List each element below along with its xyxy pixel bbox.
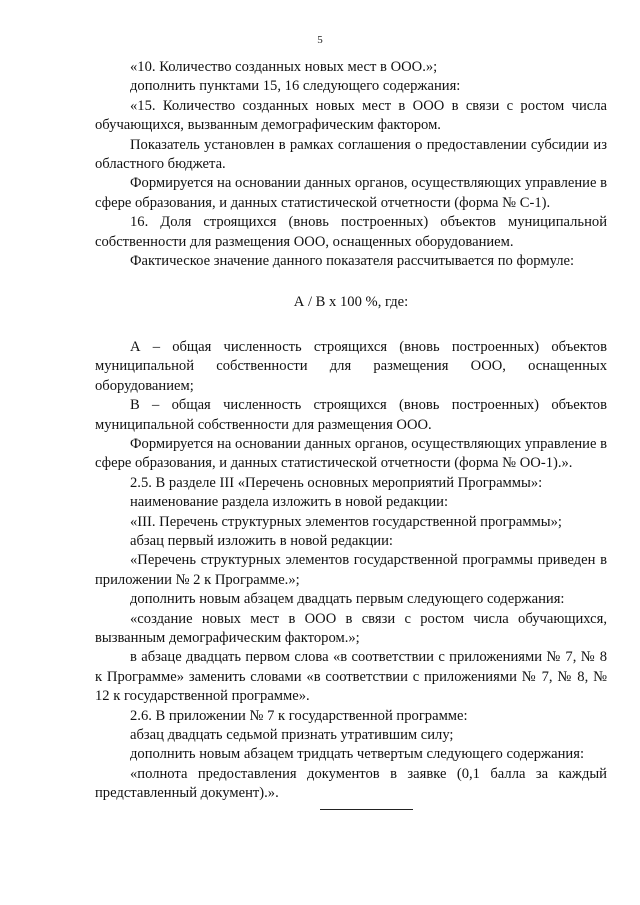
formula: А / В x 100 %, где: <box>293 294 409 311</box>
paragraph: Показатель установлен в рамках соглашения о предоставлении субсидии из областного бюджета. <box>95 136 607 173</box>
paragraph: дополнить новым абзацем тридцать четвертым следующего содержания: <box>130 746 585 763</box>
paragraph: наименование раздела изложить в новой редакции: <box>130 494 449 511</box>
paragraph: 16. Доля строящихся (вновь построенных) объектов муниципальной собственности для размещения ООО, оснащенных оборудованием. <box>95 214 607 250</box>
paragraph: дополнить пунктами 15, 16 следующего содержания: <box>130 78 461 95</box>
paragraph: абзац двадцать седьмой признать утратившим силу; <box>130 727 454 743</box>
document-body <box>95 58 607 804</box>
paragraph: абзац первый изложить в новой редакции: <box>130 532 393 549</box>
paragraph: Формируется на основании данных органов, осуществляющих управление в сфере образования, и данных статистической отчетности (форма № С-1). <box>95 175 607 211</box>
separator-line <box>320 809 413 810</box>
page-number: 5 <box>317 34 323 46</box>
paragraph: Фактическое значение данного показателя рассчитывается по формуле: <box>130 253 575 270</box>
paragraph: в абзаце двадцать первом слова «в соответствии с приложениями № 7, № 8 к Программе» заменить словами «в соответствии с приложениями № 7, № 8, № 12 к государственной программе». <box>95 649 607 705</box>
paragraph: «15. Количество созданных новых мест в ООО в связи с ростом числа обучающихся, вызванным демографическим фактором. <box>95 97 607 134</box>
paragraph: 2.6. В приложении № 7 к государственной программе: <box>130 707 468 724</box>
paragraph: В – общая численность строящихся (вновь построенных) объектов муниципальной собственности для размещения ООО. <box>95 397 607 433</box>
paragraph: «создание новых мест в ООО в связи с ростом числа обучающихся, вызванным демографическим фактором.»; <box>95 610 607 646</box>
paragraph: «III. Перечень структурных элементов государственной программы»; <box>130 513 562 530</box>
paragraph: 2.5. В разделе III «Перечень основных мероприятий Программы»: <box>130 474 543 491</box>
paragraph: «полнота предоставления документов в заявке (0,1 балла за каждый представленный документ).». <box>95 765 607 802</box>
paragraph: «Перечень структурных элементов государственной программы приведен в приложении № 2 к Программе.»; <box>95 552 607 588</box>
paragraph: А – общая численность строящихся (вновь построенных) объектов муниципальной собственности для размещения ООО, оснащенных оборудованием; <box>95 338 607 394</box>
paragraph: дополнить новым абзацем двадцать первым следующего содержания: <box>130 591 565 608</box>
paragraph: «10. Количество созданных новых мест в ООО.»; <box>130 59 438 75</box>
paragraph: Формируется на основании данных органов, осуществляющих управление в сфере образования, и данных статистической отчетности (форма № ОО-1).». <box>95 435 607 472</box>
